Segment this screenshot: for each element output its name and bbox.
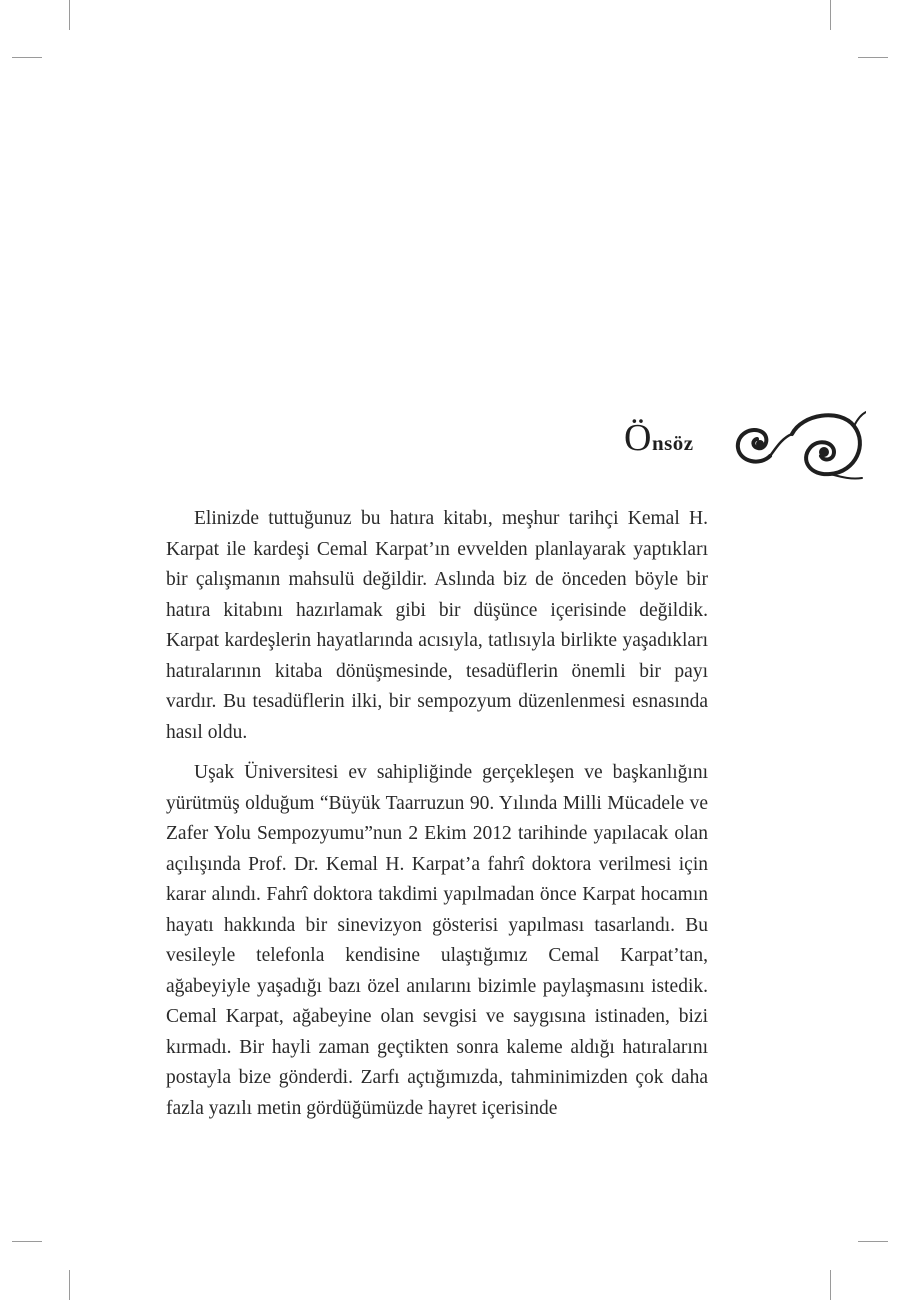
swirl-ornament-icon (730, 404, 866, 482)
crop-mark-left-bottom (12, 1241, 42, 1242)
crop-mark-top-right (830, 0, 831, 30)
paragraph-1: Elinizde tuttuğunuz bu hatıra kitabı, meşhur tarihçi Kemal H. Karpat ile kardeşi Cemal Karpat’ın evvelden planlayarak yaptıkları bir çalışmanın mahsulü değildir. Aslında biz de önceden böyle bir hatıra kitabını hazırlamak gibi bir düşünce içerisinde değildik. Karpat kardeşlerin hayatlarında acısıyla, tatlısıyla birlikte yaşadıkları hatıralarının kitaba dönüşmesinde, tesadüflerin önemli bir payı vardır. Bu tesadüflerin ilki, bir sempozyum düzenlenmesi esnasında hasıl oldu. (166, 508, 708, 743)
crop-mark-top-left (69, 0, 70, 30)
chapter-title-rest: nsöz (651, 431, 694, 455)
paragraph-2: Uşak Üniversitesi ev sahipliğinde gerçekleşen ve başkanlığını yürütmüş olduğum “Büyük Taarruzun 90. Yılında Milli Mücadele ve Zafer Yolu Sempozyumu”nun 2 Ekim 2012 tarihinde yapılacak olan açılışında Prof. Dr. Kemal H. Karpat’a fahrî doktora verilmesi için karar alındı. Fahrî doktora takdimi yapılmadan önce Karpat hocamın hayatı hakkında bir sinevizyon gösterisi yapılması tasarlandı. Bu vesileyle telefonla kendisine ulaştığımız Cemal Karpat’tan, ağabeyiyle yaşadığı bazı özel anılarını bizimle paylaşmasını istedik. Cemal Karpat, ağabeyine olan sevgisi ve saygısına istinaden, bizi kırmadı. Bir hayli zaman geçtikten sonra kaleme aldığı hatıralarını postayla bize gönderdi. Zarfı açtığımızda, tahminimizden çok daha fazla yazılı metin gördüğümüzde hayret içerisinde (166, 762, 708, 1119)
chapter-title (624, 418, 694, 463)
crop-mark-left-top (12, 57, 42, 58)
crop-mark-right-top (858, 57, 888, 58)
crop-mark-bottom-right (830, 1270, 831, 1300)
crop-mark-bottom-left (69, 1270, 70, 1300)
body-text (166, 504, 708, 1134)
crop-mark-right-bottom (858, 1241, 888, 1242)
chapter-title-initial: Ö (624, 417, 652, 459)
